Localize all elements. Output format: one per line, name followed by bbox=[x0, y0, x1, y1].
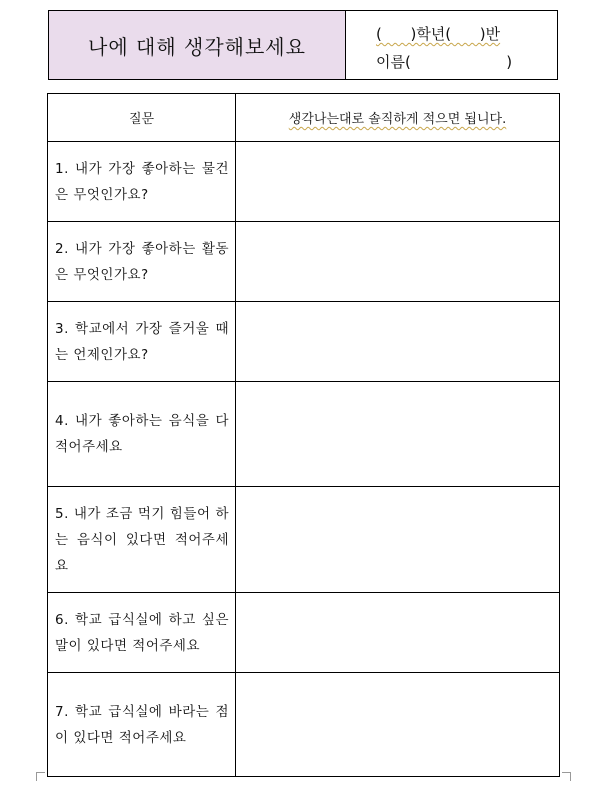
table-row bbox=[48, 593, 560, 673]
worksheet-header bbox=[48, 10, 558, 80]
page-corner-mark-left bbox=[36, 772, 45, 781]
question-cell: 5. 내가 조금 먹기 힘들어 하는 음식이 있다면 적어주세요 bbox=[48, 487, 236, 593]
question-column-header: 질문 bbox=[48, 94, 236, 142]
page-corner-mark-right bbox=[562, 772, 571, 781]
grade-class-field[interactable]: ( )학년( )반 bbox=[376, 25, 501, 43]
question-cell: 7. 학교 급식실에 바라는 점이 있다면 적어주세요 bbox=[48, 673, 236, 777]
table-row bbox=[48, 673, 560, 777]
table-row bbox=[48, 302, 560, 382]
table-header-row bbox=[48, 94, 560, 142]
answer-cell[interactable] bbox=[236, 382, 560, 487]
table-row bbox=[48, 487, 560, 593]
answer-cell[interactable] bbox=[236, 673, 560, 777]
answer-instruction: 생각나는대로 솔직하게 적으면 됩니다. bbox=[288, 112, 507, 127]
table-row bbox=[48, 222, 560, 302]
answer-cell[interactable] bbox=[236, 302, 560, 382]
answer-cell[interactable] bbox=[236, 142, 560, 222]
name-field[interactable]: 이름( ) bbox=[376, 53, 513, 71]
student-info-cell bbox=[346, 11, 557, 79]
answer-cell[interactable] bbox=[236, 487, 560, 593]
question-cell: 1. 내가 가장 좋아하는 물건은 무엇인가요? bbox=[48, 142, 236, 222]
question-table bbox=[47, 93, 560, 777]
answer-cell[interactable] bbox=[236, 593, 560, 673]
answer-cell[interactable] bbox=[236, 222, 560, 302]
table-row bbox=[48, 382, 560, 487]
title-cell bbox=[49, 11, 346, 79]
question-cell: 3. 학교에서 가장 즐거울 때는 언제인가요? bbox=[48, 302, 236, 382]
question-cell: 4. 내가 좋아하는 음식을 다 적어주세요 bbox=[48, 382, 236, 487]
question-cell: 2. 내가 가장 좋아하는 활동은 무엇인가요? bbox=[48, 222, 236, 302]
worksheet-title: 나에 대해 생각해보세요 bbox=[88, 34, 306, 59]
table-row bbox=[48, 142, 560, 222]
question-cell: 6. 학교 급식실에 하고 싶은 말이 있다면 적어주세요 bbox=[48, 593, 236, 673]
answer-column-header bbox=[236, 94, 560, 142]
